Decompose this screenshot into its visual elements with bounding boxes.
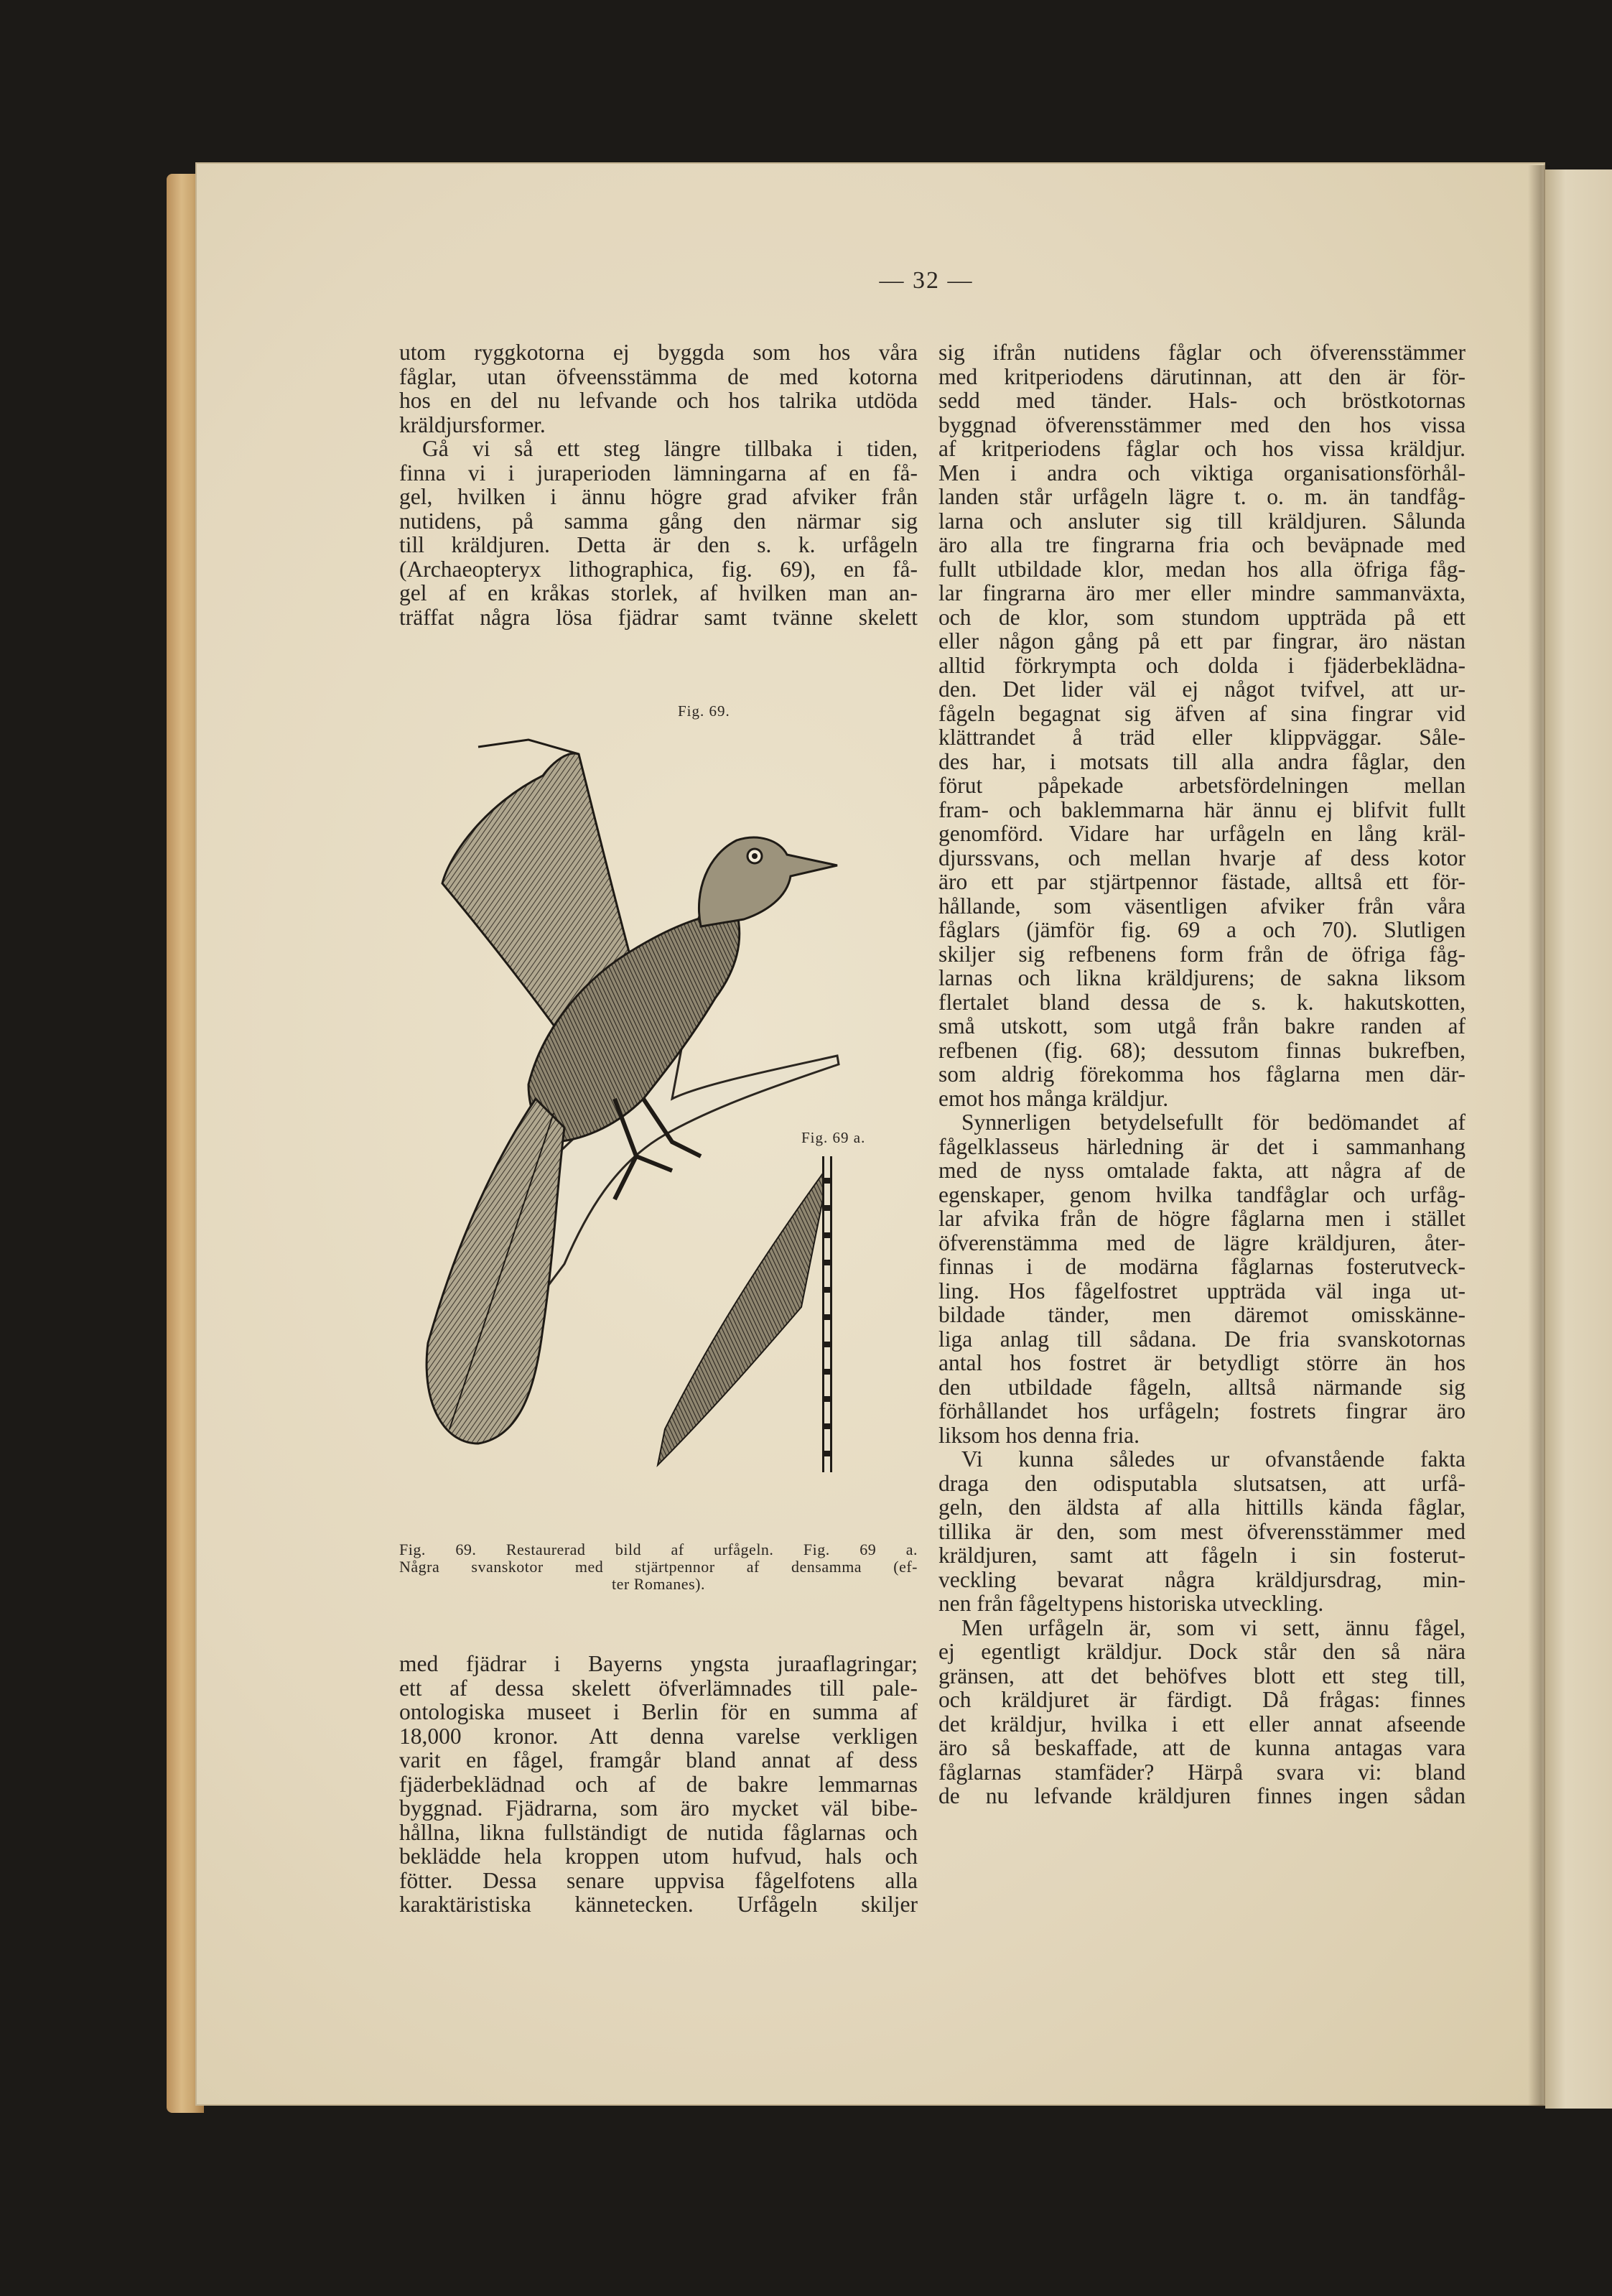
text-line: fötter. Dessa senare uppvisa fågelfotens alla (399, 1867, 918, 1893)
text-line: emot hos många kräldjur. (938, 1085, 1169, 1111)
text-line: gel, hvilken i ännu högre grad afviker från (399, 484, 918, 509)
text-line: hållna, likna fullständigt de nutida fåglarnas och (399, 1819, 918, 1845)
text-line: med de nyss omtalade fakta, att några af de (938, 1158, 1466, 1183)
tail-feathers-69a (658, 1163, 830, 1465)
text-line: med kritperiodens därutinnan, att den är för- (938, 363, 1466, 389)
archaeopteryx-illustration (399, 697, 918, 1544)
text-line: förut påpekade arbetsfördelningen mellan (938, 773, 1466, 798)
text-line: fågeln begagnat sig äfven af sina fingrar vid (938, 700, 1466, 726)
text-line: äro så beskaffade, att de kunna antagas vara (938, 1735, 1466, 1760)
page-number: — 32 — (879, 267, 974, 294)
text-line: fullt utbildade klor, medan hos alla öfriga fåg- (938, 556, 1466, 582)
text-line: gränsen, att det behöfves blott ett steg till, (938, 1663, 1466, 1688)
right-column (938, 340, 1466, 1808)
text-line: fåglars (jämför fig. 69 a och 70). Slutligen (938, 917, 1466, 942)
text-line: fjäderbeklädnad och af de bakre lemmarnas (399, 1771, 918, 1797)
text-line: sedd med tänder. Hals- och bröstkotornas (938, 388, 1466, 413)
text-line: larnas och likna kräldjurens; de sakna liksom (938, 965, 1466, 990)
figure-caption (399, 1541, 918, 1593)
text-line: det kräldjur, hvilka i ett eller annat afseende (938, 1711, 1466, 1737)
text-line: (Archaeopteryx lithographica, fig. 69), en få- (399, 556, 918, 582)
text-line: larna och ansluter sig till kräldjuren. Sålunda (938, 508, 1466, 534)
text-line: bildade tänder, men däremot omisskänne- (938, 1302, 1466, 1327)
text-line: byggnad. Fjädrarna, som äro mycket väl bibe- (399, 1795, 918, 1821)
text-line: eller någon gång på ett par fingrar, äro nästan (938, 628, 1466, 654)
text-line: utom ryggkotorna ej byggda som hos våra (399, 340, 918, 365)
caption-line: Fig. 69. Restaurerad bild af urfågeln. Fig. 69 a. (399, 1540, 918, 1558)
text-line: öfverenstämma med de lägre kräldjuren, åter- (938, 1230, 1466, 1255)
text-line: hos en del nu lefvande och hos talrika utdöda (399, 388, 918, 413)
text-line: 18,000 kronor. Att denna varelse verkligen (399, 1723, 918, 1749)
text-line: Men urfågeln är, som vi sett, ännu fågel, (961, 1614, 1466, 1640)
text-line: egenskaper, genom hvilka tandfåglar och urfåg- (938, 1181, 1466, 1207)
text-line: äro ett par stjärtpennor fästade, alltså ett för- (938, 869, 1466, 894)
caption-line: ter Romanes). (612, 1575, 705, 1593)
text-line: ling. Hos fågelfostret uppträda väl inga ut- (938, 1278, 1466, 1303)
text-line: alltid förkrympta och dolda i fjäderbeklädna- (938, 652, 1466, 678)
text-line: djurssvans, och mellan hvarje af dess kotor (938, 845, 1466, 870)
text-line: lar fingrarna äro mer eller mindre sammanväxta, (938, 580, 1466, 605)
text-line: antal hos fostret är betydligt större än hos (938, 1350, 1466, 1375)
text-line: kräldjursformer. (399, 412, 546, 437)
text-line: skiljer sig refbenens form från de öfriga fåg- (938, 941, 1466, 967)
left-column-top (399, 340, 918, 629)
figure-label-69: Fig. 69. (678, 702, 730, 720)
text-line: hållande, som väsentligen afviker från våra (938, 893, 1466, 919)
text-line: Men i andra och viktiga organisationsförhål- (938, 460, 1466, 485)
text-line: lar afvika från de högre fåglarna men i stället (938, 1206, 1466, 1231)
text-line: de nu lefvande kräldjuren finnes ingen sådan (938, 1783, 1466, 1808)
text-line: Synnerligen betydelsefullt för bedömandet af (961, 1110, 1466, 1135)
text-line: den. Det lider väl ej något tvifvel, att ur- (938, 677, 1466, 702)
text-line: små utskott, som utgå från bakre randen af (938, 1013, 1466, 1038)
text-line: med fjädrar i Bayerns yngsta juraaflagringar; (399, 1651, 918, 1676)
caption-line: Några svanskotor med stjärtpennor af densamma (ef- (399, 1558, 918, 1576)
text-line: tillika är den, som mest öfverensstämmer med (938, 1518, 1466, 1544)
text-line: sig ifrån nutidens fåglar och öfverensstämmer (938, 340, 1466, 365)
text-line: äro alla tre fingrarna fria och beväpnade med (938, 532, 1466, 557)
text-line: genomförd. Vidare har urfågeln en lång kräl- (938, 821, 1466, 846)
text-line: refbenen (fig. 68); dessutom finnas bukrefben, (938, 1037, 1466, 1063)
text-line: byggnad öfverensstämmer med den hos vissa (938, 412, 1466, 437)
text-line: förhållandet hos urfågeln; fostrets fingrar äro (938, 1398, 1466, 1423)
text-line: beklädde hela kroppen utom hufvud, hals och (399, 1844, 918, 1869)
text-line: fåglarnas stamfäder? Härpå svara vi: bland (938, 1759, 1466, 1785)
text-line: finnas i de modärna fåglarnas fosterutveck- (938, 1254, 1466, 1279)
text-line: och kräldjuret är färdigt. Då frågas: finnes (938, 1687, 1466, 1712)
text-line: gel af en kråkas storlek, af hvilken man an- (399, 580, 918, 605)
text-line: liksom hos denna fria. (938, 1422, 1140, 1448)
text-line: Vi kunna således ur ofvanstående fakta (961, 1446, 1466, 1472)
text-line: liga anlag till sådana. De fria svanskotornas (938, 1326, 1466, 1352)
figure-label-69a: Fig. 69 a. (801, 1129, 866, 1146)
text-line: draga den odisputabla slutsatsen, att urfå- (938, 1470, 1466, 1496)
text-line: nutidens, på samma gång den närmar sig (399, 508, 918, 534)
text-line: nen från fågeltypens historiska utveckling. (938, 1591, 1324, 1616)
facing-page-edge (1545, 169, 1612, 2109)
tail (427, 1099, 564, 1444)
text-line: varit en fågel, framgår bland annat af dess (399, 1747, 918, 1772)
head (699, 837, 837, 926)
text-line: och de klor, som stundom uppträda på ett (938, 604, 1466, 630)
text-line: ej egentligt kräldjur. Dock står den så nära (938, 1639, 1466, 1664)
text-line: till kräldjuren. Detta är den s. k. urfågeln (399, 532, 918, 557)
text-line: af kritperiodens fåglar och hos vissa kräldjur. (938, 436, 1466, 461)
text-line: Gå vi så ett steg längre tillbaka i tiden, (422, 436, 918, 461)
text-line: som aldrig förekomma hos fåglarna men där- (938, 1061, 1466, 1087)
text-line: fram- och baklemmarna här ännu ej blifvit fullt (938, 796, 1466, 822)
text-line: fågelklasseus härledning är det i sammanhang (938, 1133, 1466, 1159)
text-line: geln, den äldsta af alla hittills kända fåglar, (938, 1495, 1466, 1520)
text-line: landen står urfågeln lägre t. o. m. än tandfåg- (938, 484, 1466, 509)
text-line: flertalet bland dessa de s. k. hakutskotten, (938, 989, 1466, 1015)
text-line: träffat några lösa fjädrar samt tvänne skelett (399, 604, 918, 630)
text-line: veckling bevarat några kräldjursdrag, min- (938, 1566, 1466, 1592)
text-line: klättrandet å träd eller klippväggar. Såle- (938, 725, 1466, 750)
left-column-bottom (399, 1652, 918, 1917)
text-line: den utbildade fågeln, alltså närmande sig (938, 1374, 1466, 1400)
text-line: ett af dessa skelett öfverlämnades till pale- (399, 1675, 918, 1701)
text-line: fåglar, utan öfveensstämma de med kotorna (399, 363, 918, 389)
text-line: karaktäristiska kännetecken. Urfågeln skiljer (399, 1892, 918, 1917)
archaeopteryx-figure (399, 697, 918, 1544)
text-line: des har, i motsats till alla andra fåglar, den (938, 748, 1466, 774)
text-line: kräldjuren, samt att fågeln i sin fosterut- (938, 1543, 1466, 1568)
text-line: ontologiska museet i Berlin för en summa af (399, 1699, 918, 1724)
text-line: finna vi i juraperioden lämningarna af en få- (399, 460, 918, 485)
